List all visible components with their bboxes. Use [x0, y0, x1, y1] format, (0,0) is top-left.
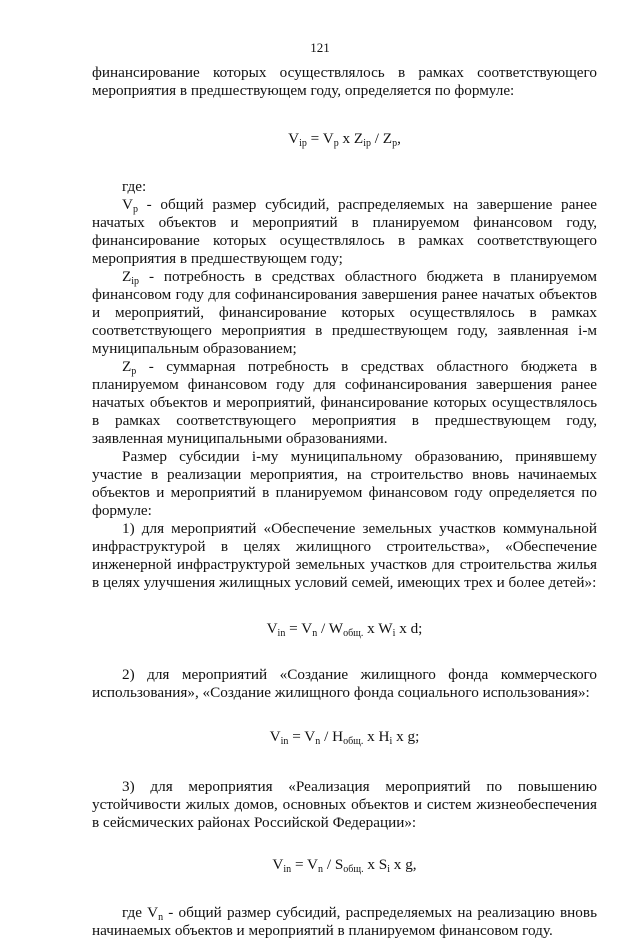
- page-number: 121: [310, 40, 330, 55]
- formula-item-1: $V_{in} = V_n / W_{общ.}$ x $W_i$ x d;: [266, 620, 423, 639]
- formula-item-2: $V_{in} = V_n / H_{общ.}$ x $H_i$ x g;: [269, 728, 420, 747]
- formula-item-3: $V_{in} = V_n / S_{общ.}$ x $S_i$ x g,: [272, 856, 417, 875]
- item-1: 1) для мероприятий «Обеспечение земельных участков коммунальной инфраструктурой в целях жилищного строительства», «Обеспечение инженерной инфраструктурой земельных участков для строительства жилья в целях улучшения жилищных условий семей, имеющих трех и более детей»:: [92, 520, 597, 591]
- item-3: 3) для мероприятия «Реализация мероприятий по повышению устойчивости жилых домов, основных объектов и систем жизнеобеспечения в сейсмических районах Российской Федерации»:: [92, 778, 597, 831]
- document-body: [92, 64, 597, 940]
- final-definition: где $V_n$ - общий размер субсидий, распределяемых на реализацию вновь начинаемых объектов и мероприятий в планируемом финансовом году.: [92, 904, 597, 939]
- new-objects-paragraph: Размер субсидии i-му муниципальному образованию, принявшему участие в реализации мероприятия, на строительство вновь начинаемых объектов и мероприятий в планируемом финансовом году определяется по формуле:: [92, 448, 597, 519]
- item-2: 2) для мероприятий «Создание жилищного фонда коммерческого использования», «Создание жилищного фонда социального использования»:: [92, 666, 597, 701]
- intro-paragraph: финансирование которых осуществлялось в рамках соответствующего мероприятия в предшествующем году, определяется по формуле:: [92, 64, 597, 99]
- definition-vp: $V_p$ - общий размер субсидий, распределяемых на завершение ранее начатых объектов и мероприятий в планируемом финансовом году, финансирование которых осуществлялось в рамках соответствующего мероприятия в предшествующем году;: [92, 196, 597, 267]
- where-label: где:: [122, 178, 147, 195]
- definition-zp: $Z_p$ - суммарная потребность в средствах областного бюджета в планируемом финансовом году для софинансирования завершения ранее начатых объектов и мероприятий, финансирование которых осуществлялось в рамках соответствующего мероприятия в предшествующем году, заявленная муниципальными образованиями.: [92, 358, 597, 447]
- definition-zip: $Z_{ip}$ - потребность в средствах областного бюджета в планируемом финансовом году для софинансирования завершения ранее начатых объектов и мероприятий, финансирование которых осуществлялось в рамках соответствующего мероприятия в предшествующем году, заявленная i-м муниципальным образованием;: [92, 268, 597, 357]
- formula-existing: $V_{ip} = V_p$ x $Z_{ip} / Z_p$,: [288, 130, 401, 149]
